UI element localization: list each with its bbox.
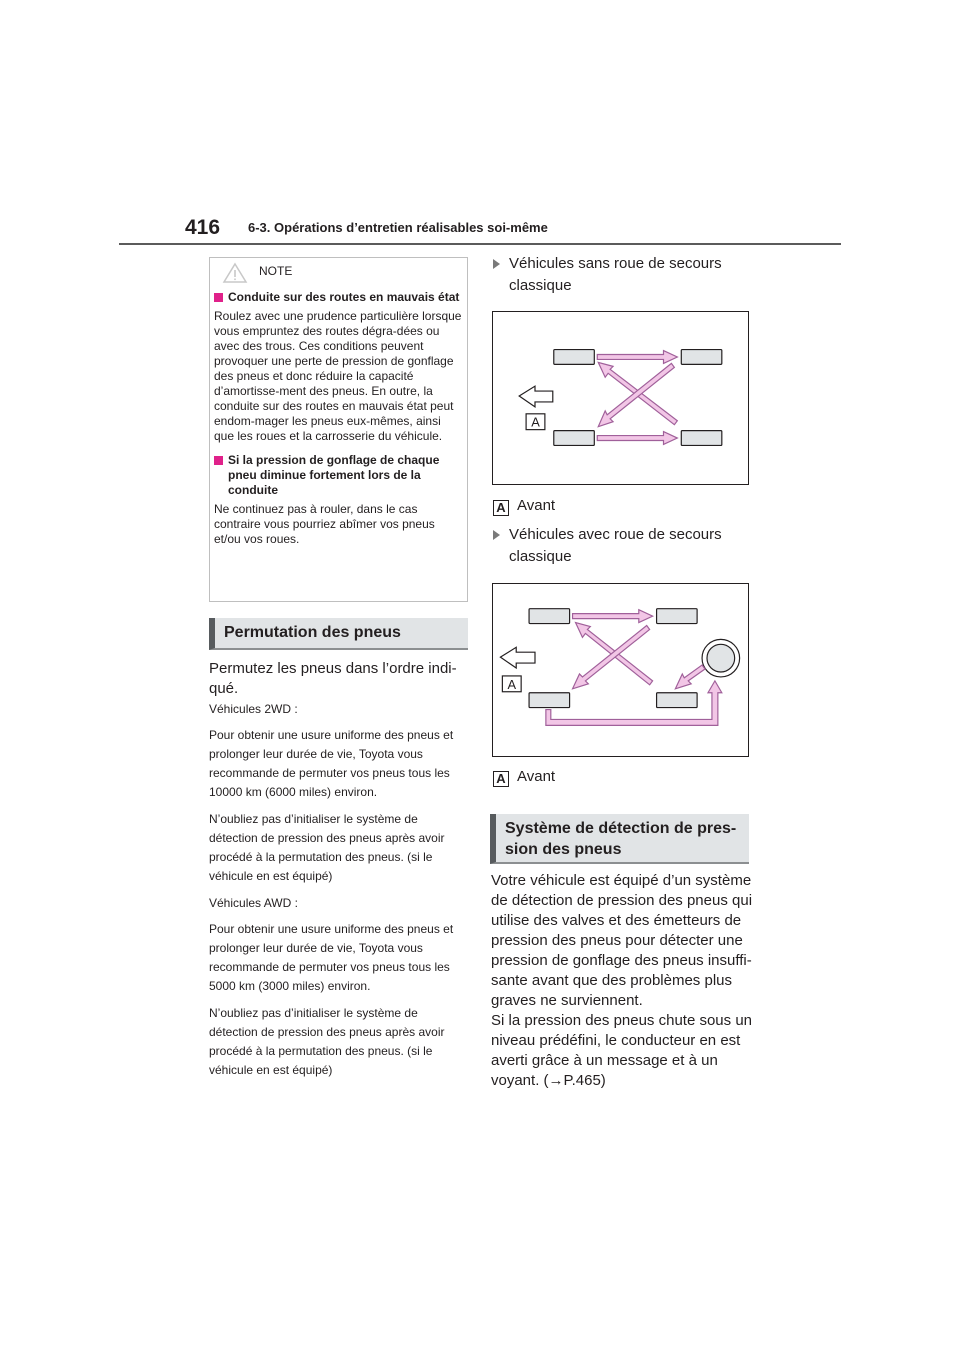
legend-marker: A bbox=[493, 500, 509, 516]
legend-marker: A bbox=[493, 771, 509, 787]
marker-label: A bbox=[507, 676, 517, 692]
paragraph: Si la pression des pneus chute sous un niveau prédéfini, le conducteur en est averti grâce à un message et à un voyant. (→P.465) bbox=[491, 1012, 752, 1089]
header-divider bbox=[119, 243, 841, 245]
note-item-title bbox=[214, 290, 464, 305]
paragraph: Pour obtenir une usure uniforme des pneus et prolonger leur durée de vie, Toyota vous recommande de permuter vos pneus tous les 5000 km (3000 miles) environ. bbox=[209, 922, 454, 993]
paragraph: Véhicules 2WD : bbox=[209, 702, 298, 716]
section-heading-tpms: Système de détection de pres-sion des pneus bbox=[490, 814, 749, 864]
bullet-no-spare bbox=[493, 253, 753, 297]
tire-icon bbox=[554, 350, 722, 446]
pink-square-icon bbox=[214, 293, 223, 302]
marker-label: A bbox=[531, 414, 540, 430]
paragraph: Véhicules AWD : bbox=[209, 896, 298, 910]
note-item-title bbox=[214, 453, 464, 498]
paragraph: Votre véhicule est équipé d’un système de détection de pression des pneus qui utilise des valves et des émetteurs de pression des pneus pour détecter une pression de gonflage des pneus insuffi-sante avant que des problèmes plus graves ne surviennent. bbox=[491, 872, 753, 1009]
rotation-diagram-with-spare bbox=[492, 583, 749, 757]
chapter-title: 6-3. Opérations d’entretien réalisables soi-même bbox=[248, 220, 548, 235]
front-arrow-icon bbox=[500, 647, 535, 668]
pink-square-icon bbox=[214, 456, 223, 465]
legend-text: Avant bbox=[517, 497, 556, 514]
paragraph: N’oubliez pas d’initialiser le système de détection de pression des pneus après avoir procédé à la permutation des pneus. (si le véhicule en est équipé) bbox=[209, 1006, 445, 1077]
rotation-arrows bbox=[597, 351, 677, 445]
note-label: NOTE bbox=[259, 264, 293, 278]
page-number: 416 bbox=[185, 216, 221, 239]
note-item-body: Roulez avec une prudence particulière lorsque vous empruntez des routes dégra-dées ou avec des trous. Ces conditions peuvent provoquer une perte de pression de gonflage des pneus et donc réduire la capacité d’amortisse-ment des pneus. En outre, la conduite sur des routes en mauvais état peut endom-mager les pneus eux-mêmes, ainsi que les roues et la carrosserie du véhicule. bbox=[214, 309, 462, 443]
note-content bbox=[214, 290, 464, 556]
paragraph: N’oubliez pas d’initialiser le système de détection de pression des pneus après avoir procédé à la permutation des pneus. (si le véhicule en est équipé) bbox=[209, 812, 445, 883]
permutation-intro: Permutez les pneus dans l’ordre indi-qué. bbox=[209, 660, 457, 697]
bullet-with-spare bbox=[493, 524, 753, 568]
paragraph: Pour obtenir une usure uniforme des pneus et prolonger leur durée de vie, Toyota vous recommande de permuter vos pneus tous les 10000 km (6000 miles) environ. bbox=[209, 728, 454, 799]
note-item-body: Ne continuez pas à rouler, dans le cas contraire vous pourriez abîmer vos pneus et/ou vos roues. bbox=[214, 502, 435, 546]
note-item-title-text: Conduite sur des routes en mauvais état bbox=[228, 290, 460, 304]
spare-tire-icon bbox=[702, 639, 740, 677]
note-item-title-text: Si la pression de gonflage de chaque pneu diminue fortement lors de la conduite bbox=[228, 453, 440, 497]
bullet-text: Véhicules avec roue de secours classique bbox=[509, 526, 722, 565]
bullet-triangle-icon bbox=[493, 530, 500, 540]
bullet-text: Véhicules sans roue de secours classique bbox=[509, 255, 722, 294]
rotation-diagram-no-spare bbox=[492, 311, 749, 485]
bullet-triangle-icon bbox=[493, 259, 500, 269]
section-heading-permutation: Permutation des pneus bbox=[209, 618, 468, 650]
legend-with-spare bbox=[493, 768, 555, 787]
legend-text: Avant bbox=[517, 768, 556, 785]
front-arrow-icon bbox=[519, 386, 553, 407]
legend-no-spare bbox=[493, 497, 555, 516]
warning-triangle-icon bbox=[222, 262, 248, 284]
